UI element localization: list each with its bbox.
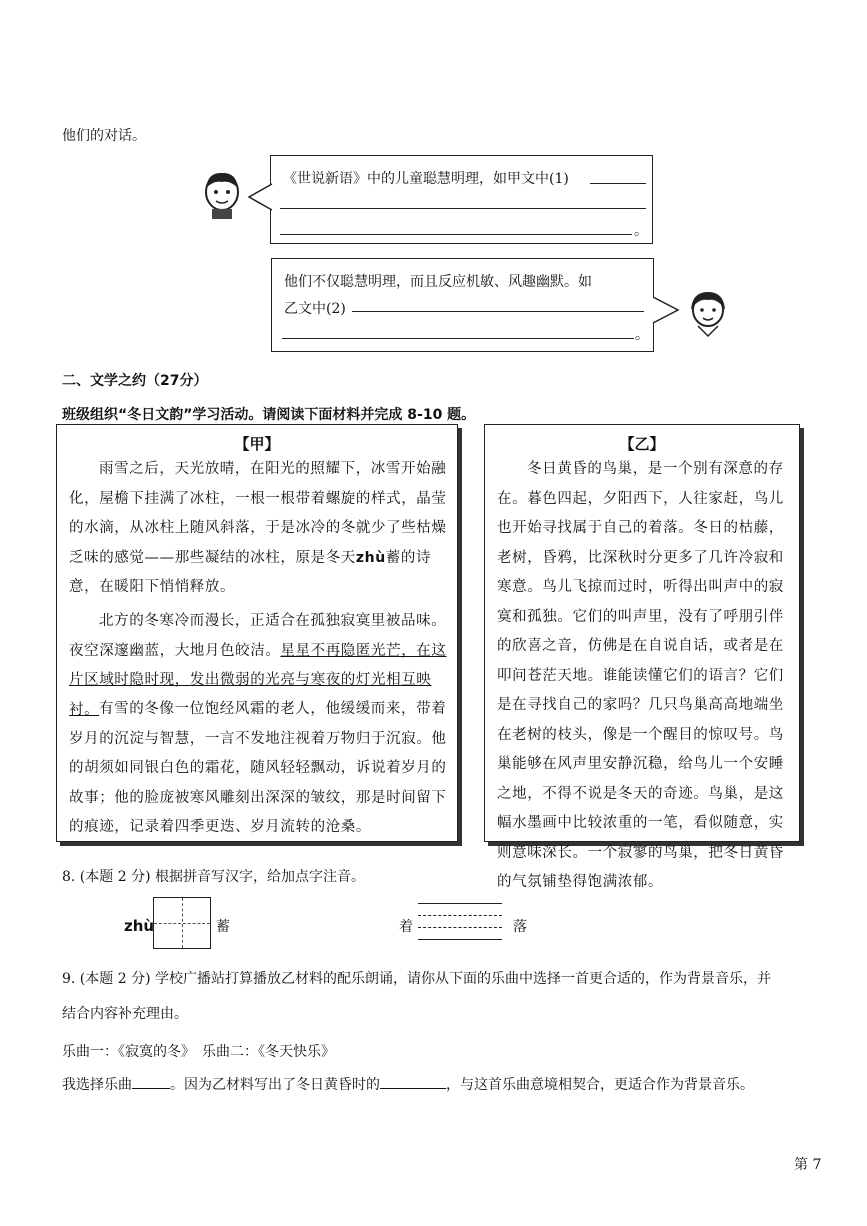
bubble1-period: 。 [634,223,648,239]
passage-b-paragraph-1: 冬日黄昏的鸟巢，是一个别有深意的存在。暮色四起，夕阳西下，人往家赶，鸟儿也开始寻找属于自己的着落。冬日的枯藤，老树，昏鸦，比深秋时分更多了几许冷寂和寒意。鸟儿飞掠而过时，听得出叫声中的寂寞和孤独。它们的叫声里，没有了呼朋引伴的欣喜之音，仿佛是在自说自话，或者是在叩问苍茫天地。谁能读懂它们的语言？它们是在寻找自己的家吗？几只鸟巢高高地端坐在老树的枝头，像是一个醒目的惊叹号。鸟巢能够在风声里安静沉稳，给鸟儿一个安睡之地，不得不说是冬天的奇迹。鸟巢，是这幅水墨画中比较浓重的一笔，看似随意，实则意味深长。一个寂寥的鸟巢，把冬日黄昏的气氛铺垫得饱满浓郁。 [497,461,784,890]
music-options: 乐曲一：《寂寞的冬》 乐曲二：《冬天快乐》 [62,1044,335,1060]
passage-a-paragraph-1 [69,455,447,603]
q9-answer-sentence [62,1074,754,1094]
speech-bubble-1 [270,155,653,244]
passage-a-box [56,424,458,842]
pinyin-writing-lines[interactable] [418,903,502,943]
intro-text: 他们的对话。 [62,128,146,144]
character-grid-input[interactable] [153,897,211,949]
bubble2-line1: 他们不仅聪慧明理，而且反应机敏、风趣幽默。如 [284,274,592,290]
passage-a-p1-text: 雨雪之后，天光放晴，在阳光的照耀下，冰雪开始融化，屋檐下挂满了冰柱，一根一根带着螺旋的样式，晶莹的水滴，从冰柱上随风斜落，于是冰冷的冬就少了些枯燥乏味的感觉——那些凝结的冰柱，原是冬天 [69,461,447,566]
answer-line[interactable] [280,208,646,209]
bubble1-tail [247,182,273,212]
q8-pinyin: zhù [124,917,155,935]
underlined-sentence: 星星不再隐匿光芒，在这片区域时隐时现，发出微弱的光亮与寒夜的灯光相互映衬。 [69,642,447,718]
passage-b-box [484,424,800,890]
bubble2-period: 。 [635,327,649,343]
section-title: 二、文学之约（27分） [62,373,208,389]
answer-line[interactable] [590,183,646,184]
q8-char: 蓄 [216,919,230,935]
answer-line[interactable] [282,338,634,339]
question-8: 8. (本题 2 分) 根据拼音写汉字，给加点字注音。 [62,869,365,885]
page-number: 第 7 [794,1157,822,1173]
bubble2-tail [652,295,680,325]
q8-char-2: 着 [399,919,413,935]
q9-answer-c: ，与这首乐曲意境相契合，更适合作为背景音乐。 [446,1077,754,1093]
passage-a-title: 【甲】 [234,435,280,453]
reason-blank[interactable] [380,1088,446,1089]
answer-line[interactable] [352,311,644,312]
answer-line[interactable] [280,234,632,235]
q9-answer-b: 。因为乙材料写出了冬日黄昏时的 [170,1077,380,1093]
question-9: 9. (本题 2 分) 学校广播站打算播放乙材料的配乐朗诵，请你从下面的乐曲中选择一首更合适的，作为背景音乐，并 [62,971,771,987]
q9-answer-a: 我选择乐曲 [62,1077,132,1093]
girl-avatar-icon [686,288,730,338]
music-choice-blank[interactable] [132,1088,170,1089]
bubble2-line2: 乙文中(2) [284,301,346,317]
passage-a-paragraph-3: 有雪的冬像一位饱经风霜的老人，他缓缓而来，带着岁月的沉淀与智慧，一言不发地注视着万物归于沉寂。他的胡须如同银白色的霜花，随风轻轻飘动，诉说着岁月的故事；他的脸庞被寒风雕刻出深深的皱纹，那是时间留下的痕迹，记录着四季更迭、岁月流转的沧桑。 [69,701,447,835]
passage-b-title: 【乙】 [619,435,665,453]
boy-avatar-icon [200,168,244,220]
passage-a-p1-end: 蓄的诗意，在暖阳下悄悄释放。 [69,549,432,595]
instruction-text: 班级组织“冬日文韵”学习活动。请阅读下面材料并完成 8-10 题。 [62,407,476,423]
pinyin-text: zhù [355,549,386,566]
q8-char-3: 落 [513,919,527,935]
question-9-line2: 结合内容补充理由。 [62,1006,188,1022]
bubble1-text: 《世说新语》中的儿童聪慧明理，如甲文中(1) [283,171,569,187]
passage-a-p2-text: 北方的冬寒冷而漫长，正适合在孤独寂寞里被品味。夜空深邃幽蓝，大地月色皎洁。 [69,613,447,659]
